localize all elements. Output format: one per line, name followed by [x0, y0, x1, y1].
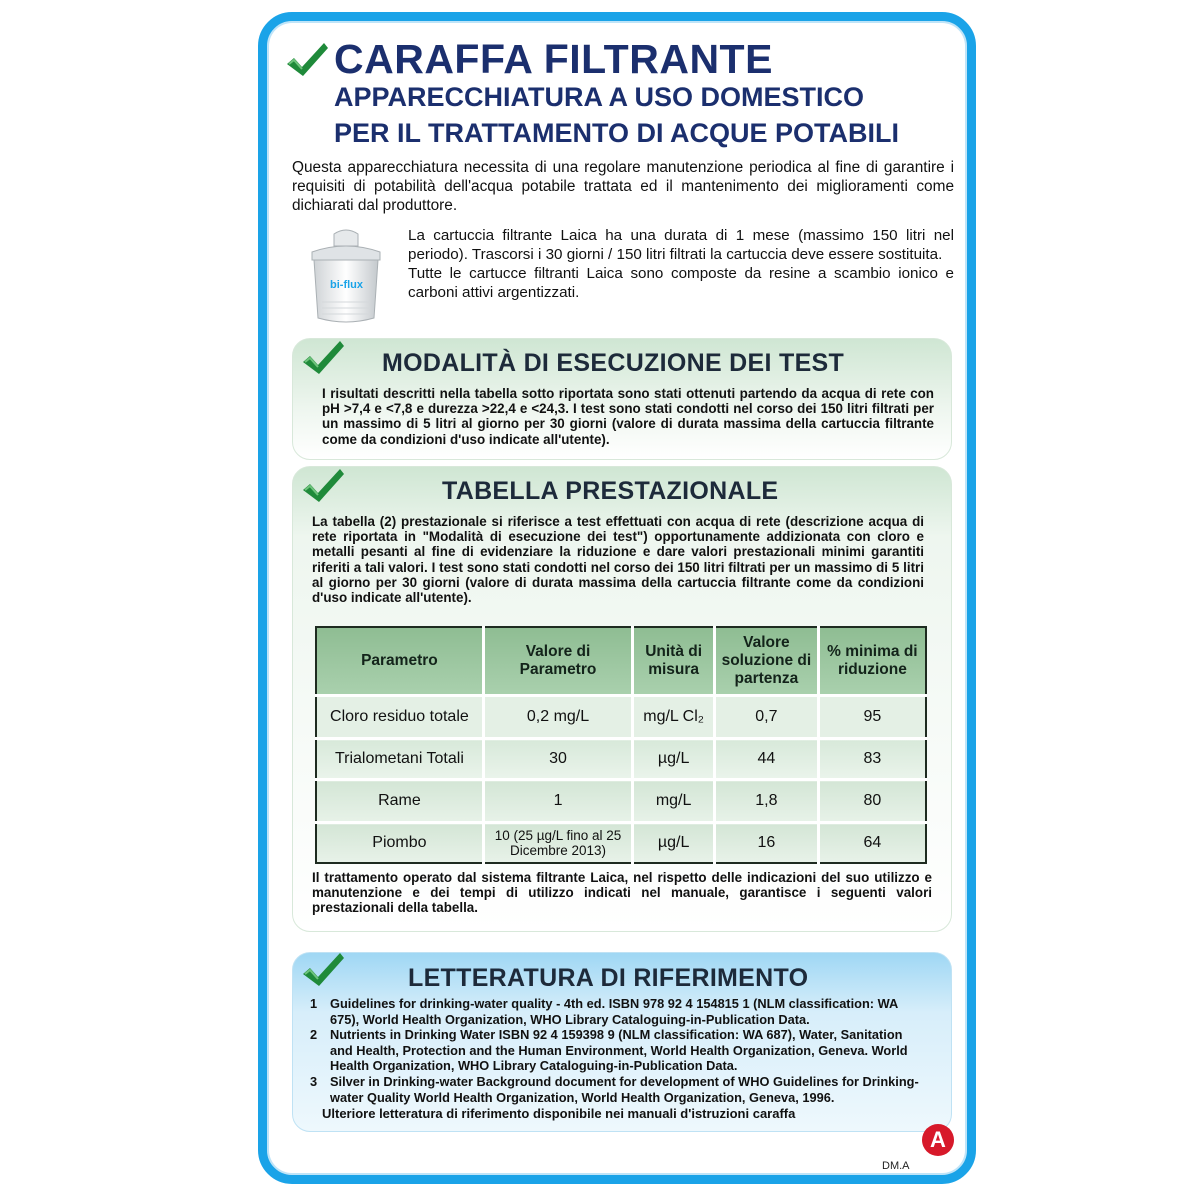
table-cell: 16	[715, 823, 819, 864]
table-cell: Piombo	[316, 823, 483, 864]
table-row	[316, 780, 926, 823]
table-cell: Cloro residuo totale	[316, 696, 483, 739]
intro-text: Questa apparecchiatura necessita di una regolare manutenzione periodica al fine di garantire i requisiti di potabilità dell'acqua potabile trattata ed il mantenimento dei miglioramenti come dichiarati dal produttore.	[292, 159, 954, 214]
performance-heading: TABELLA PRESTAZIONALE	[442, 477, 779, 505]
literature-heading: LETTERATURA DI RIFERIMENTO	[408, 964, 809, 992]
list-item	[310, 996, 926, 1027]
table-cell: 80	[818, 780, 926, 823]
literature-note: Ulteriore letteratura di riferimento disponibile nei manuali d'istruzioni caraffa	[322, 1106, 796, 1121]
cartridge-label: bi-flux	[330, 279, 363, 291]
column-header: Valore soluzione di partenza	[715, 627, 819, 696]
table-cell: 83	[818, 739, 926, 780]
performance-table	[315, 626, 927, 864]
performance-text: La tabella (2) prestazionale si riferisce a test effettuati con acqua di rete (descrizione acqua di rete riportata in "Modalità di esecuzione dei test") opportunamente addizionata con cloro e metalli pesanti al fine di evidenziare la riduzione e dare valori prestazionali minimi garantiti riferiti a tali valori. I test sono stati condotti nel corso dei 150 litri filtrati per un massimo di 5 litri al giorno per 30 giorni (valore di durata massima della cartuccia filtrante come da condizioni d'uso indicate all'utente).	[312, 514, 924, 606]
check-icon	[300, 338, 346, 380]
table-cell: 0,7	[715, 696, 819, 739]
table-row	[316, 739, 926, 780]
table-cell: 64	[818, 823, 926, 864]
performance-footer-text: Il trattamento operato dal sistema filtrante Laica, nel rispetto delle indicazioni del suo utilizzo e manutenzione e dei tempi di utilizzo indicati nel manuale, garantisce i seguenti valori prestazionali della tabella.	[312, 870, 932, 916]
column-header: Unità di misura	[633, 627, 715, 696]
filter-cartridge-icon	[300, 226, 392, 328]
reference-number: 2	[310, 1027, 318, 1043]
table-cell: 0,2 mg/L	[483, 696, 632, 739]
cartridge-duration-text: La cartuccia filtrante Laica ha una durata di 1 mese (massimo 150 litri nel periodo). Trascorsi i 30 giorni / 150 litri filtrati la cartuccia deve essere sostituita.	[408, 227, 954, 263]
table-cell: mg/L Cl₂	[633, 696, 715, 739]
table-cell: 30	[483, 739, 632, 780]
table-row	[316, 696, 926, 739]
check-icon	[300, 466, 346, 508]
table-cell: µg/L	[633, 823, 715, 864]
page-title: CARAFFA FILTRANTE	[334, 36, 773, 82]
page-subtitle-line2: PER IL TRATTAMENTO DI ACQUE POTABILI	[334, 118, 899, 148]
reference-number: 3	[310, 1073, 318, 1089]
reference-number: 1	[310, 996, 318, 1011]
check-icon	[284, 40, 330, 82]
check-icon	[300, 950, 346, 992]
table-cell: Rame	[316, 780, 483, 823]
table-cell: 1,8	[715, 780, 819, 823]
column-header: Valore di Parametro	[483, 627, 632, 696]
document-code: DM.A	[882, 1160, 910, 1172]
table-cell: 95	[818, 696, 926, 739]
table-cell: 1	[483, 780, 632, 823]
cartridge-composition-text: Tutte le cartucce filtranti Laica sono composte da resine a scambio ionico e carboni attivi argentizzati.	[408, 265, 954, 301]
table-cell: Trialometani Totali	[316, 739, 483, 780]
table-cell: mg/L	[633, 780, 715, 823]
table-row	[316, 823, 926, 864]
page-subtitle-line1: APPARECCHIATURA A USO DOMESTICO	[334, 82, 865, 112]
list-item	[310, 1074, 926, 1105]
table-cell: 10 (25 µg/L fino al 25 Dicembre 2013)	[483, 823, 632, 864]
reference-text: Silver in Drinking-water Background document for development of WHO Guidelines for Drinking-water Quality World Health Organization, World Health Organization, Geneva, 1996.	[330, 1073, 919, 1105]
table-cell: µg/L	[633, 739, 715, 780]
column-header: % minima di riduzione	[818, 627, 926, 696]
tests-text: I risultati descritti nella tabella sotto riportata sono stati ottenuti partendo da acqua di rete con pH >7,4 e <7,8 e durezza >22,4 e <24,3. I test sono stati condotti nel corso dei 150 litri filtrati per un massimo di 5 litri al giorno per 30 giorni (valore di durata massima della cartuccia filtrante come da condizioni d'uso indicate all'utente).	[322, 386, 934, 447]
table-cell: 44	[715, 739, 819, 780]
version-badge: A	[922, 1124, 954, 1156]
reference-text: Nutrients in Drinking Water ISBN 92 4 159398 9 (NLM classification: WA 687), Water, Sanitation and Health, Protection and the Human Environment, World Health Organization, Geneva. World Health Organization, WHO Library Cataloguing-in-Publication Data.	[330, 1027, 908, 1074]
cartridge-info	[408, 226, 954, 302]
column-header: Parametro	[316, 627, 483, 696]
table-header-row	[316, 627, 926, 696]
tests-heading: MODALITÀ DI ESECUZIONE DEI TEST	[382, 349, 845, 377]
reference-list	[310, 996, 926, 1105]
list-item	[310, 1027, 926, 1074]
reference-text: Guidelines for drinking-water quality - 4th ed. ISBN 978 92 4 154815 1 (NLM classification: WA 675), World Health Organization, WHO Library Cataloguing-in-Publication Data.	[330, 996, 898, 1027]
